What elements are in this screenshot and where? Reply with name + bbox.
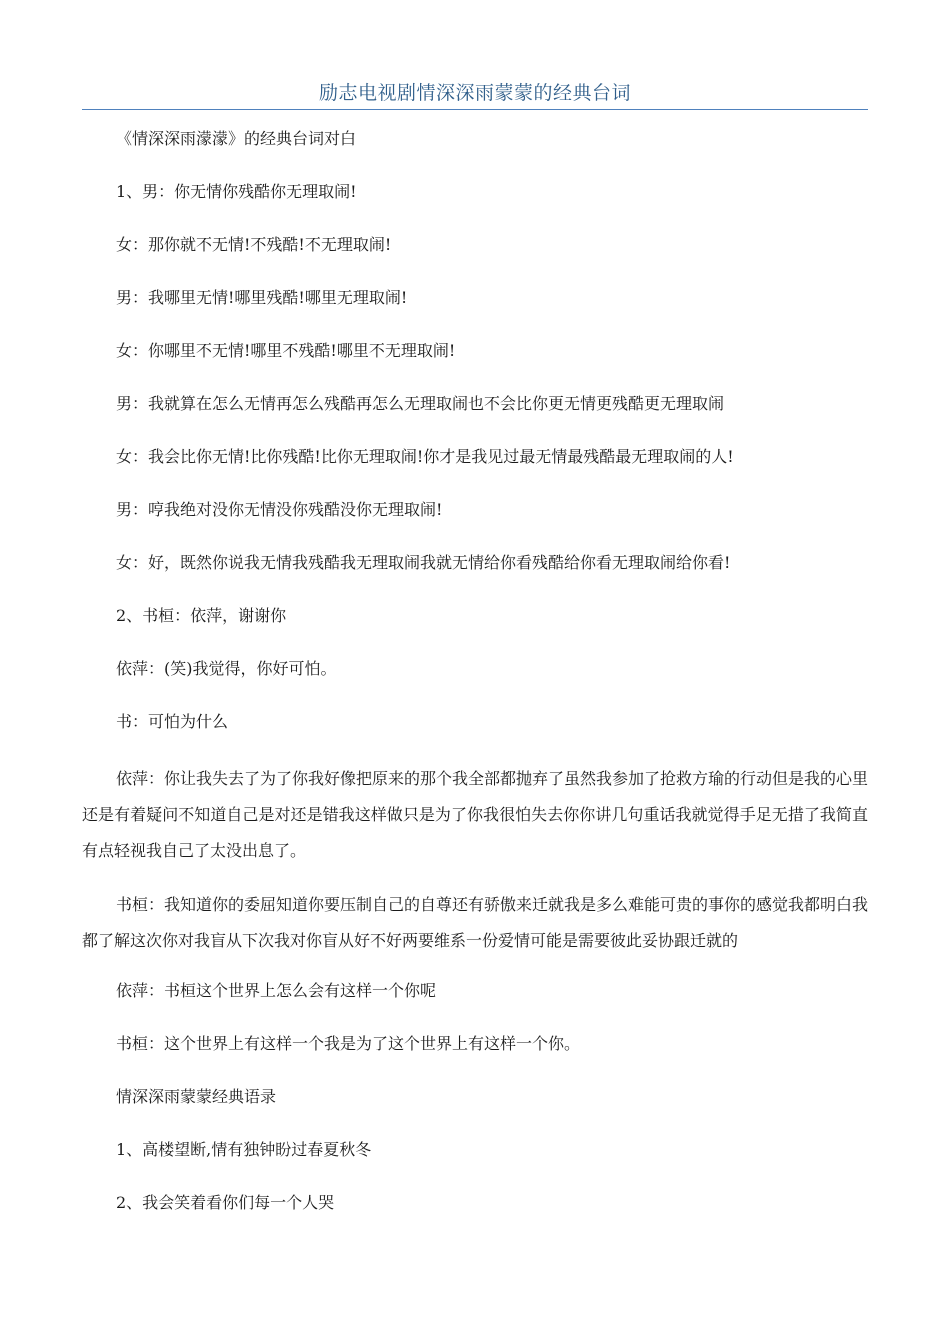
paragraph-quotes-heading: 情深深雨蒙蒙经典语录 bbox=[116, 1087, 277, 1106]
paragraph-yiping-long: 依萍：你让我失去了为了你我好像把原来的那个我全部都抛弃了虽然我参加了抢救方瑜的行动但是我的心里还是有着疑问不知道自己是对还是错我这样做只是为了你我很怕失去你你讲几句重话我就觉得手足无措了我简直有点轻视我自己了太没出息了。 bbox=[82, 769, 869, 860]
paragraph-yiping-question: 依萍：书桓这个世界上怎么会有这样一个你呢 bbox=[116, 981, 437, 1000]
paragraph-dialogue-4-female: 女：好，既然你说我无情我残酷我无理取闹我就无情给你看残酷给你看无理取闹给你看! bbox=[116, 553, 731, 572]
paragraph-shuhuan-long: 书桓：我知道你的委屈知道你要压制自己的自尊还有骄傲来迁就我是多么难能可贵的事你的感觉我都明白我都了解这次你对我盲从下次我对你盲从好不好两要维系一份爱情可能是需要彼此妥协跟迁就的 bbox=[82, 895, 869, 950]
document-body bbox=[82, 125, 868, 1242]
title-divider bbox=[82, 109, 868, 110]
paragraph-dialogue-3-male: 男：我就算在怎么无情再怎么残酷再怎么无理取闹也不会比你更无情更残酷更无理取闹 bbox=[116, 394, 725, 413]
paragraph-shu-why: 书：可怕为什么 bbox=[116, 712, 229, 731]
document-title: 励志电视剧情深深雨蒙蒙的经典台词 bbox=[318, 82, 631, 104]
paragraph-quote-2: 2、我会笑着看你们每一个人哭 bbox=[116, 1193, 335, 1212]
paragraph-shuhuan-answer: 书桓：这个世界上有这样一个我是为了这个世界上有这样一个你。 bbox=[116, 1034, 581, 1053]
paragraph-dialogue-1-female: 女：那你就不无情!不残酷!不无理取闹! bbox=[116, 235, 392, 254]
paragraph-dialogue-2-male: 男：我哪里无情!哪里残酷!哪里无理取闹! bbox=[116, 288, 408, 307]
paragraph-dialogue-2-female: 女：你哪里不无情!哪里不残酷!哪里不无理取闹! bbox=[116, 341, 456, 360]
paragraph-shuhuan-thanks: 2、书桓：依萍，谢谢你 bbox=[116, 606, 287, 625]
paragraph-yiping-scary: 依萍：(笑)我觉得，你好可怕。 bbox=[116, 659, 337, 678]
paragraph-dialogue-1-male: 1、男：你无情你残酷你无理取闹! bbox=[116, 182, 357, 201]
paragraph-dialogue-4-male: 男：哼我绝对没你无情没你残酷没你无理取闹! bbox=[116, 500, 443, 519]
paragraph-dialogue-heading: 《情深深雨濛濛》的经典台词对白 bbox=[116, 129, 357, 148]
paragraph-dialogue-3-female: 女：我会比你无情!比你残酷!比你无理取闹!你才是我见过最无情最残酷最无理取闹的人! bbox=[116, 447, 734, 466]
paragraph-quote-1: 1、高楼望断,情有独钟盼过春夏秋冬 bbox=[116, 1140, 372, 1159]
